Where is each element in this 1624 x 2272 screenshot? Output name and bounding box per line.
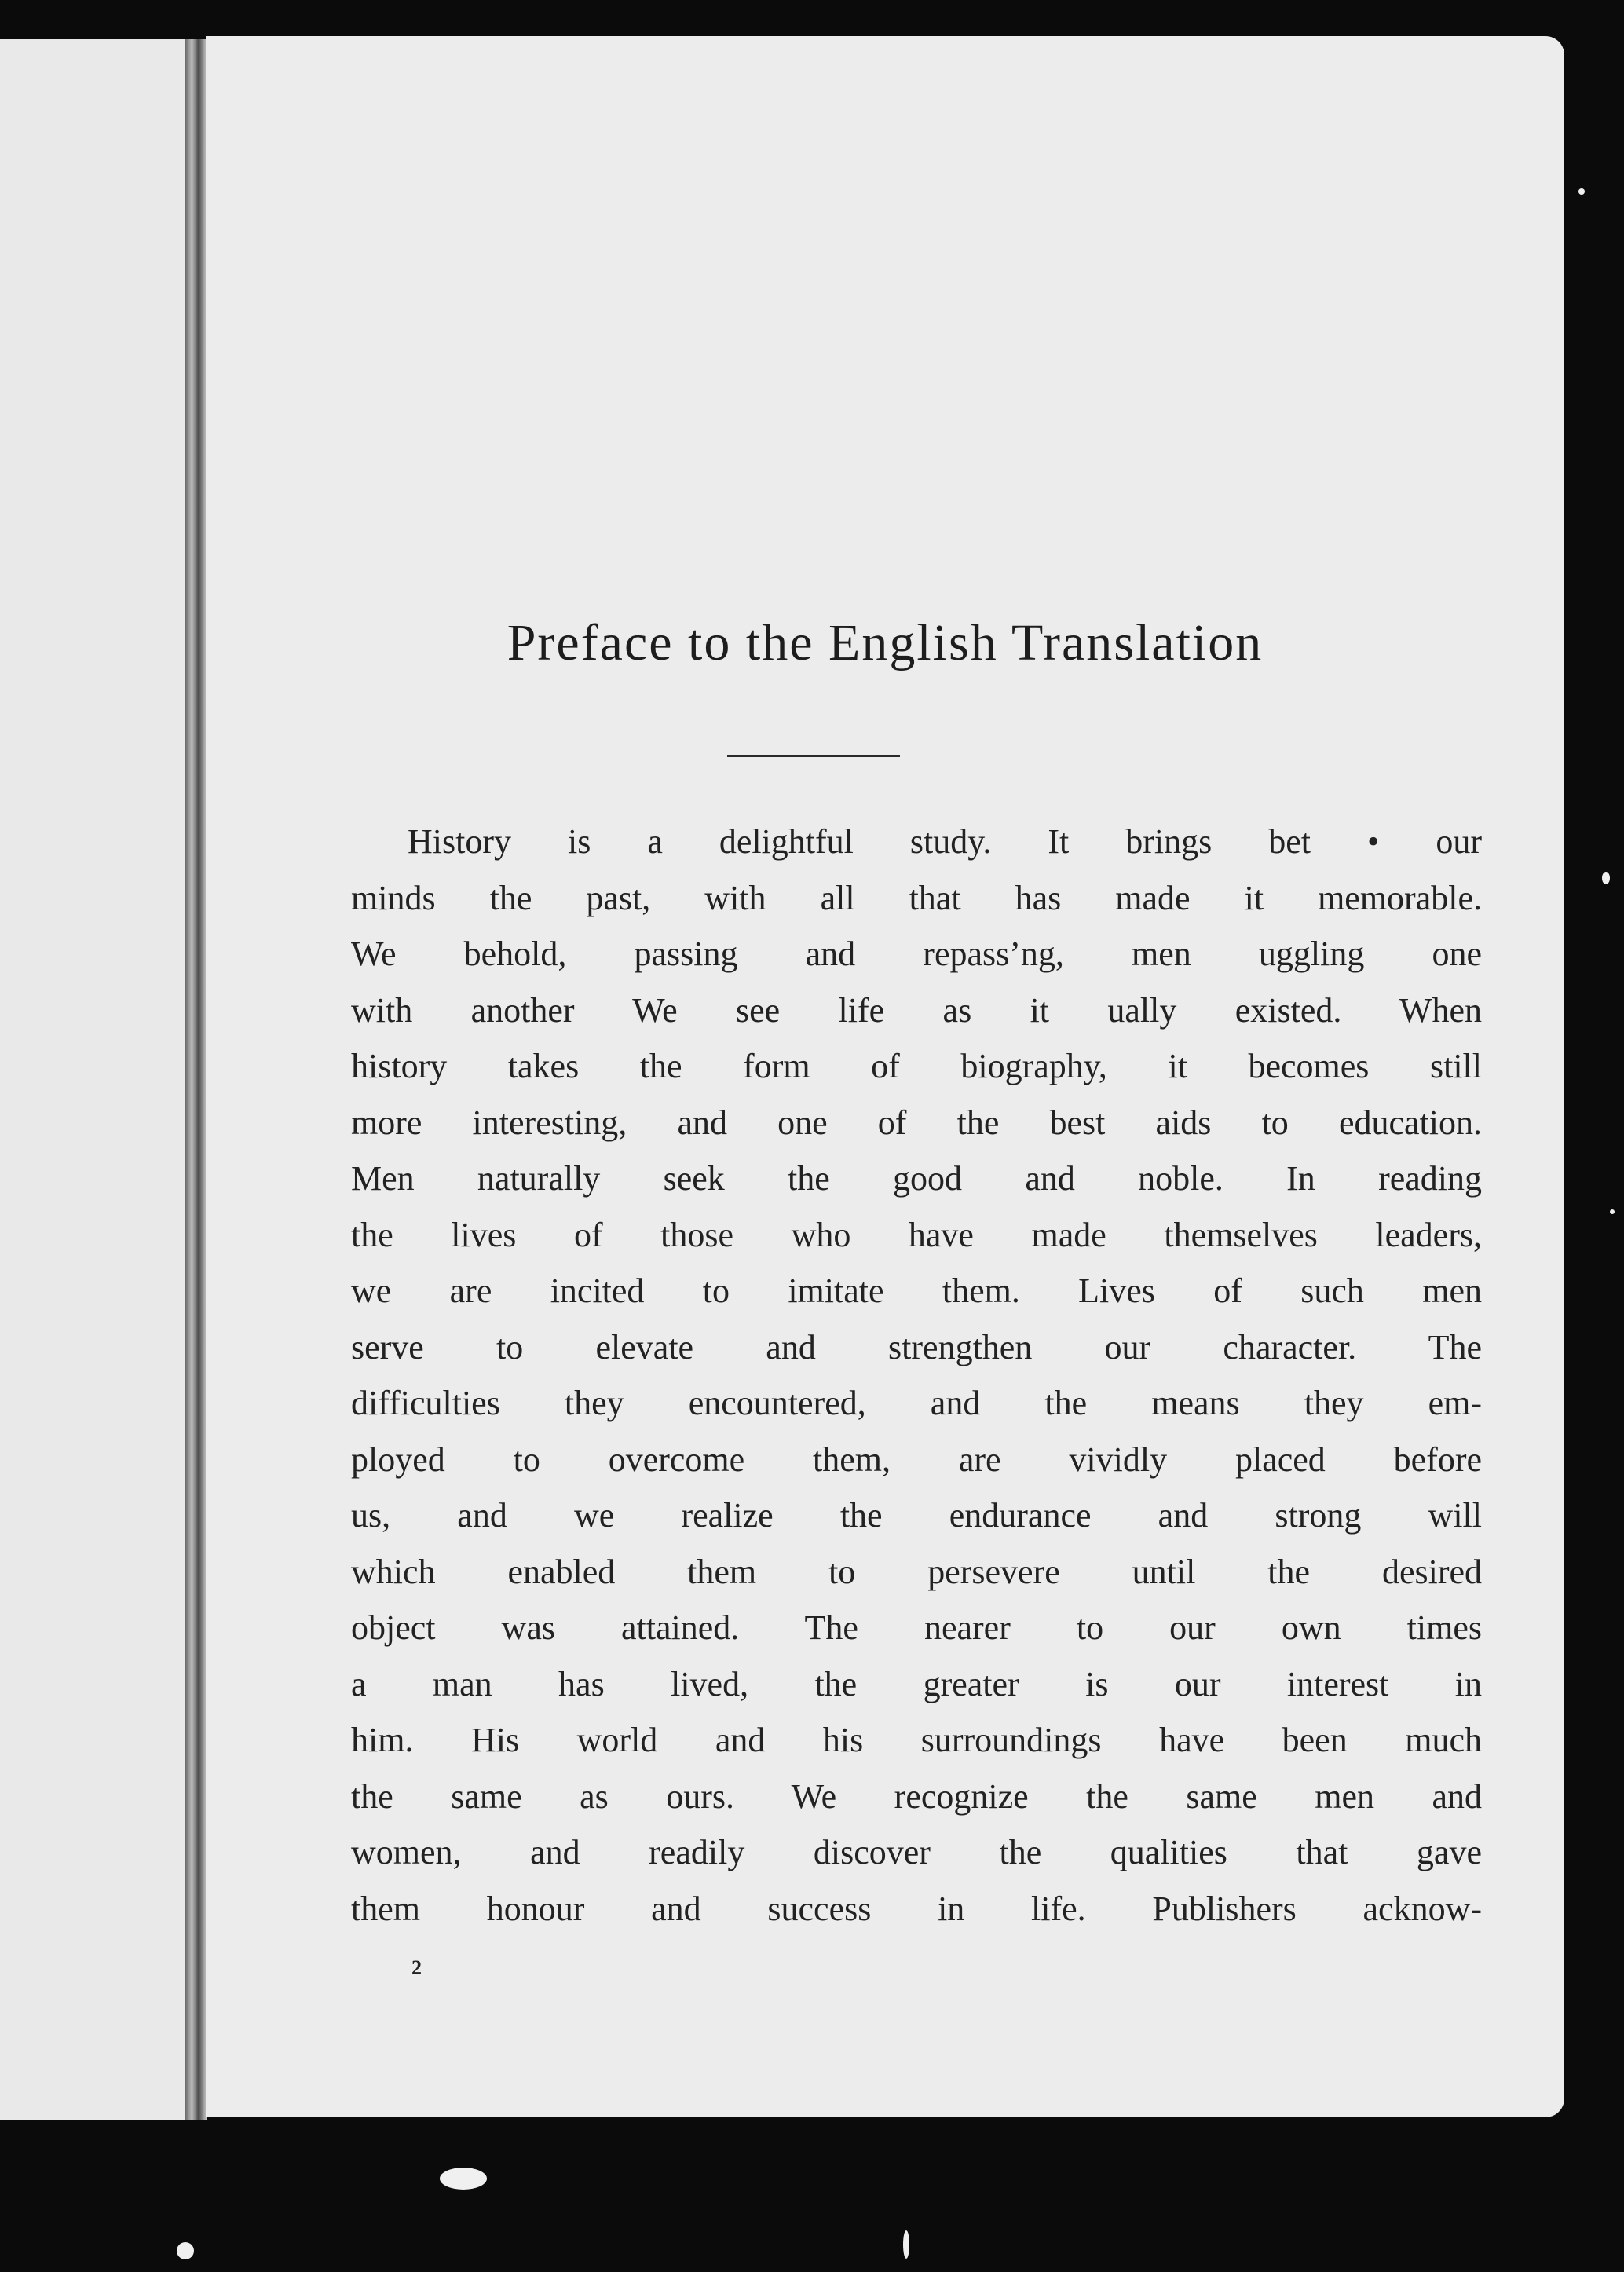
body-line: with another We see life as it ually existed. When (351, 990, 1482, 1030)
body-line: which enabled them to persevere until the desired (351, 1552, 1482, 1591)
body-line: him. His world and his surroundings have been much (351, 1721, 1482, 1759)
body-line: history takes the form of biography, it becomes still (351, 1047, 1482, 1085)
body-line: Men naturally seek the good and noble. In reading (351, 1159, 1482, 1198)
film-speck (1578, 188, 1585, 195)
page-number: 2 (411, 1956, 422, 1979)
body-line: ployed to overcome them, are vividly placed before (351, 1440, 1482, 1479)
body-line: them honour and success in life. Publishers acknow- (351, 1889, 1482, 1928)
film-speck (440, 2168, 487, 2190)
body-line: We behold, passing and repass’ng, men uggling one (351, 935, 1482, 973)
body-line: more interesting, and one of the best aids to education. (351, 1103, 1482, 1142)
film-speck (1610, 1209, 1615, 1214)
adjacent-page-edge (0, 39, 188, 2120)
body-line: the lives of those who have made themselves leaders, (351, 1215, 1482, 1254)
body-line: serve to elevate and strengthen our character. The (351, 1327, 1482, 1366)
film-speck (1602, 872, 1610, 884)
body-line: History is a delightful study. It brings bet • our (408, 822, 1482, 861)
preface-body (351, 814, 1482, 1937)
body-line: us, and we realize the endurance and strong will (351, 1496, 1482, 1535)
body-line: women, and readily discover the qualities that gave (351, 1833, 1482, 1871)
page-title: Preface to the English Translation (507, 614, 1264, 671)
title-divider (727, 755, 900, 757)
body-line: difficulties they encountered, and the means they em- (351, 1384, 1482, 1422)
body-line: minds the past, with all that has made it memorable. (351, 878, 1482, 917)
body-line: object was attained. The nearer to our own times (351, 1608, 1482, 1647)
book-gutter (185, 39, 207, 2120)
body-line: we are incited to imitate them. Lives of such men (351, 1271, 1482, 1310)
body-line: the same as ours. We recognize the same men and (351, 1776, 1482, 1816)
film-speck (903, 2230, 909, 2259)
body-line: a man has lived, the greater is our interest in (351, 1664, 1482, 1703)
book-page (206, 36, 1564, 2117)
film-speck (177, 2242, 194, 2259)
